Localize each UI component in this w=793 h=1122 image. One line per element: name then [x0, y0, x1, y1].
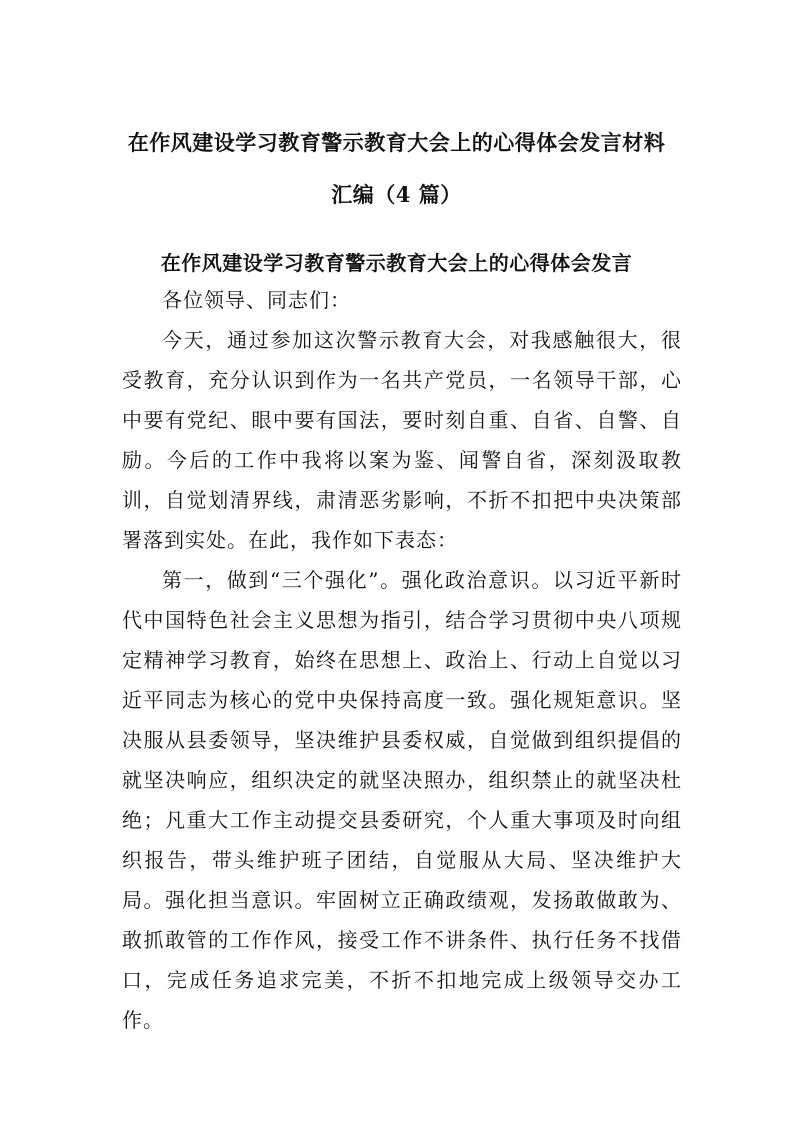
- paragraph-1: 今天，通过参加这次警示教育大会，对我感触很大，很受教育，充分认识到作为一名共产党员，一名领导干部，心中要有党纪、眼中要有国法，要时刻自重、自省、自警、自励。今后的工作中我将以案为鉴、闻警自省，深刻汲取教训，自觉划清界线，肃清恶劣影响，不折不扣把中央决策部署落到实处。在此，我作如下表态：: [122, 328, 682, 552]
- salutation: 各位领导、同志们：: [162, 288, 351, 312]
- section-heading: 在作风建设学习教育警示教育大会上的心得体会发言: [160, 251, 633, 275]
- document-title-line-1: 在作风建设学习教育警示教育大会上的心得体会发言材料: [127, 130, 666, 155]
- document-body: [122, 280, 682, 1040]
- paragraph-2: 第一，做到“三个强化”。强化政治意识。以习近平新时代中国特色社会主义思想为指引，结合学习贯彻中央八项规定精神学习教育，始终在思想上、政治上、行动上自觉以习近平同志为核心的党中央保持高度一致。强化规矩意识。坚决服从县委领导，坚决维护县委权威，自觉做到组织提倡的就坚决响应，组织决定的就坚决照办，组织禁止的就坚决杜绝；凡重大工作主动提交县委研究，个人重大事项及时向组织报告，带头维护班子团结，自觉服从大局、坚决维护大局。强化担当意识。牢固树立正确政绩观，发扬敢做敢为、敢抓敢管的工作作风，接受工作不讲条件、执行任务不找借口，完成任务追求完美，不折不扣地完成上级领导交办工作。: [122, 568, 682, 1032]
- document-title-line-2: 汇编（4 篇）: [331, 182, 462, 207]
